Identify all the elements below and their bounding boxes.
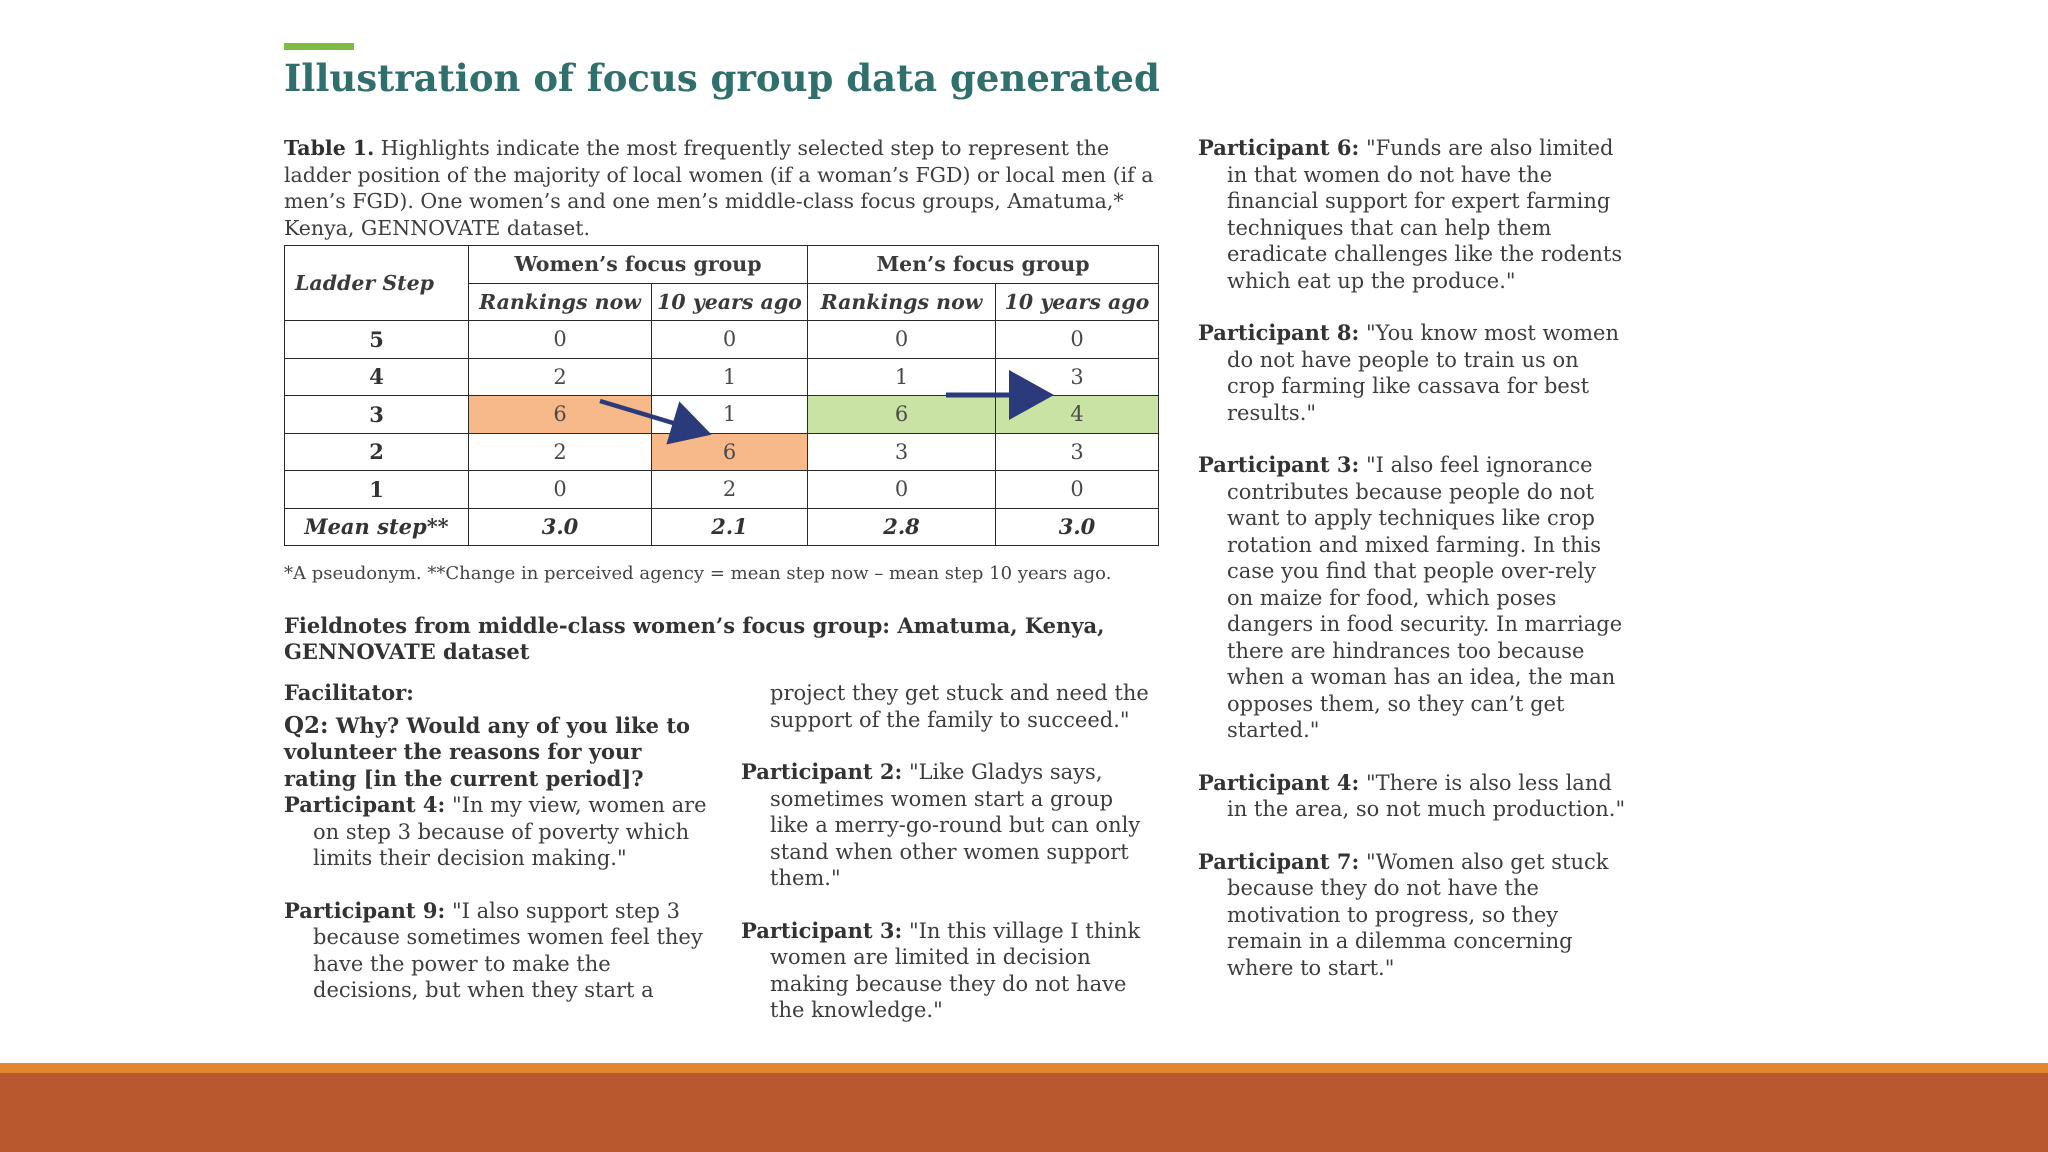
- caption-label: Table 1.: [284, 136, 375, 160]
- highlighted-value-cell: 6: [808, 396, 996, 434]
- step-cell: 1: [285, 471, 469, 509]
- participant-label: Participant 7:: [1198, 848, 1360, 874]
- footer-bar: [0, 1073, 2048, 1152]
- caption-text: Highlights indicate the most frequently selected step to represent the ladder position of the majority of local women (if a woman’s FGD) or local men (if a men’s FGD). One women’s and one men’s middle-class focus groups, Amatuma,* Kenya, GENNOVATE dataset.: [284, 136, 1154, 240]
- participant-label: Participant 8:: [1198, 320, 1360, 345]
- participant-label: Participant 3:: [741, 917, 903, 943]
- value-cell: 0: [469, 471, 652, 509]
- quote-text: "I also support step 3 because sometimes women feel they have the power to make the decisions, but when they start a: [313, 898, 703, 1002]
- value-cell: 0: [808, 321, 996, 359]
- step-cell: 2: [285, 433, 469, 471]
- fieldnotes-column-3: [1198, 135, 1626, 981]
- participant-label: Participant 6:: [1198, 135, 1360, 160]
- mean-value-cell: 2.8: [808, 508, 996, 546]
- value-cell: 0: [469, 321, 652, 359]
- mean-value-cell: 2.1: [652, 508, 808, 546]
- value-cell: 3: [808, 433, 996, 471]
- quote-participant-4: [1198, 770, 1626, 823]
- table-row: [285, 396, 1159, 434]
- participant-label: Participant 2:: [741, 759, 903, 784]
- question-label: Q2:: [284, 711, 329, 739]
- mean-row: [285, 508, 1159, 546]
- quote-text: "Funds are also limited in that women do not have the financial support for expert farming techniques that can help them eradicate challenges like the rodents which eat up the produce.": [1227, 136, 1623, 293]
- sub-header: Rankings now: [808, 283, 996, 321]
- page-title: Illustration of focus group data generated: [284, 56, 1160, 100]
- quote-continuation: project they get stuck and need the support of the family to succeed.": [770, 681, 1149, 732]
- quote-text: "Like Gladys says, sometimes women start a group like a merry-go-round but can only stand when other women support them.": [770, 760, 1141, 890]
- table-footnote: *A pseudonym. **Change in perceived agency = mean step now – mean step 10 years ago.: [284, 563, 1112, 584]
- table-caption: [284, 135, 1164, 241]
- step-cell: 3: [285, 396, 469, 434]
- mean-label-cell: Mean step**: [285, 508, 469, 546]
- men-group-header: Men’s focus group: [808, 246, 1159, 284]
- value-cell: 0: [996, 321, 1159, 359]
- highlighted-value-cell: 6: [652, 433, 808, 471]
- table-row: [285, 471, 1159, 509]
- highlighted-value-cell: 6: [469, 396, 652, 434]
- women-group-header: Women’s focus group: [469, 246, 808, 284]
- value-cell: 3: [996, 358, 1159, 396]
- quote-text: "Women also get stuck because they do not have the motivation to progress, so they remain in a dilemma concerning where to start.": [1227, 849, 1609, 980]
- participant-label: Participant 9:: [284, 897, 446, 923]
- fieldnotes-column-2: [741, 680, 1156, 1024]
- quote-participant-8: [1198, 320, 1626, 426]
- step-cell: 5: [285, 321, 469, 359]
- ladder-table: [284, 245, 1159, 546]
- value-cell: 0: [808, 471, 996, 509]
- step-cell: 4: [285, 358, 469, 396]
- table-row: [285, 358, 1159, 396]
- fieldnotes-column-1: [284, 680, 714, 1004]
- value-cell: 3: [996, 433, 1159, 471]
- ladder-step-header: Ladder Step: [285, 246, 469, 321]
- quote-text: "There is also less land in the area, so not much production.": [1227, 770, 1626, 821]
- quote-text: "You know most women do not have people to train us on crop farming like cassava for best results.": [1227, 321, 1619, 425]
- facilitator-label: Facilitator:: [284, 680, 414, 705]
- quote-participant-3: [741, 918, 1156, 1024]
- fieldnotes-heading: Fieldnotes from middle-class women’s focus group: Amatuma, Kenya, GENNOVATE dataset: [284, 613, 1105, 664]
- quote-participant-3: [1198, 452, 1626, 744]
- ladder-table-wrap: [284, 245, 1158, 558]
- value-cell: 2: [652, 471, 808, 509]
- question-q2: [284, 713, 714, 793]
- value-cell: 1: [808, 358, 996, 396]
- quote-participant-6: [1198, 135, 1626, 294]
- highlighted-value-cell: 4: [996, 396, 1159, 434]
- table-row: [285, 321, 1159, 359]
- sub-header: 10 years ago: [996, 283, 1159, 321]
- title-accent-bar: [284, 43, 354, 50]
- mean-value-cell: 3.0: [469, 508, 652, 546]
- participant-label: Participant 4:: [284, 792, 446, 817]
- quote-participant-9: [284, 898, 714, 1004]
- quote-text: "In this village I think women are limited in decision making because they do not have the knowledge.": [770, 918, 1141, 1022]
- participant-label: Participant 4:: [1198, 769, 1360, 795]
- value-cell: 2: [469, 433, 652, 471]
- quote-participant-4: [284, 792, 714, 872]
- quote-participant-2: [741, 759, 1156, 892]
- quote-text: "I also feel ignorance contributes because people do not want to apply techniques like crop rotation and mixed farming. In this case you find that people over-rely on maize for food, which poses dangers in food security. In marriage there are hindrances too because when a woman has an idea, the man opposes them, so they can’t get started.": [1227, 453, 1623, 742]
- participant-label: Participant 3:: [1198, 452, 1360, 477]
- footer-accent-line: [0, 1063, 2048, 1073]
- table-row: [285, 433, 1159, 471]
- value-cell: 0: [652, 321, 808, 359]
- question-text: Why? Would any of you like to volunteer the reasons for your rating [in the current period]?: [284, 712, 691, 791]
- sub-header: Rankings now: [469, 283, 652, 321]
- value-cell: 0: [996, 471, 1159, 509]
- value-cell: 1: [652, 396, 808, 434]
- quote-participant-7: [1198, 849, 1626, 982]
- mean-value-cell: 3.0: [996, 508, 1159, 546]
- value-cell: 2: [469, 358, 652, 396]
- quote-text: "In my view, women are on step 3 because of poverty which limits their decision making.": [313, 793, 707, 870]
- value-cell: 1: [652, 358, 808, 396]
- sub-header: 10 years ago: [652, 283, 808, 321]
